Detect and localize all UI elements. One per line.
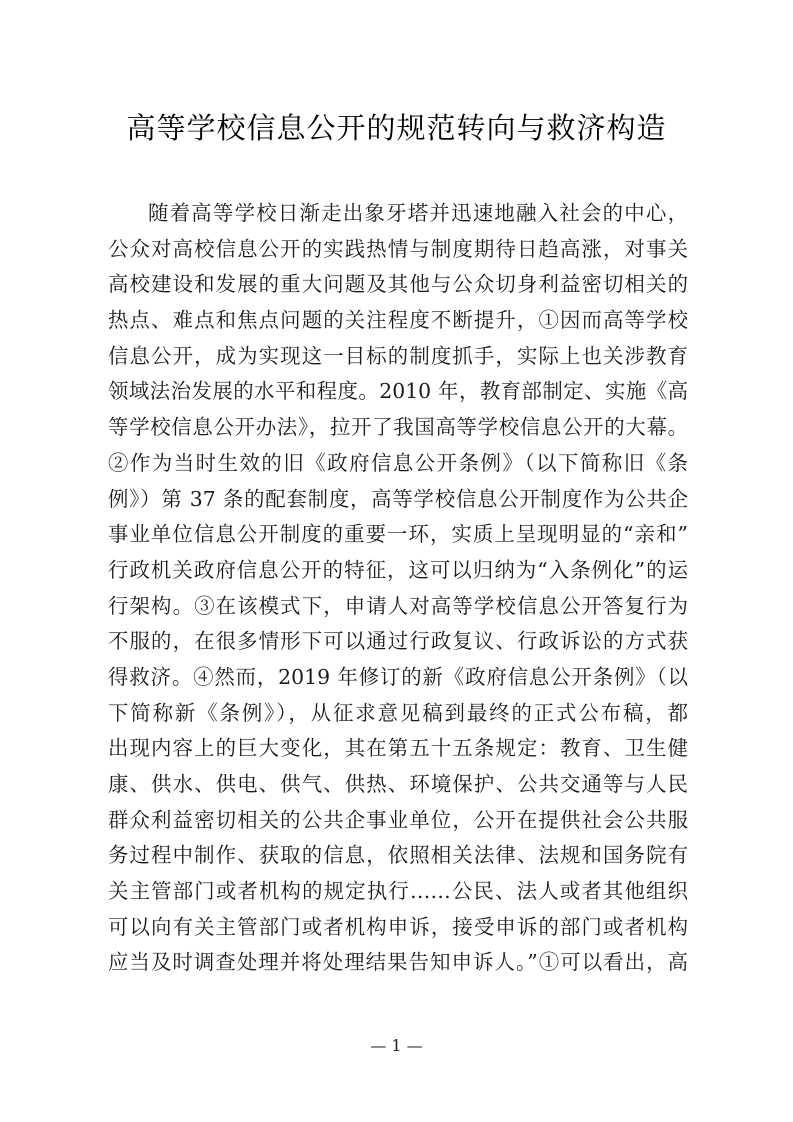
page-number: — 1 —	[370, 1036, 423, 1055]
paragraph-line: 不服的，在很多情形下可以通过行政复议、行政诉讼的方式获	[108, 629, 688, 654]
paragraph-line: 康、供水、供电、供气、供热、环境保护、公共交通等与人民	[108, 772, 688, 796]
paragraph-line: 随着高等学校日渐走出象牙塔并迅速地融入社会的中心，	[148, 201, 688, 225]
paragraph-line: 应当及时调查处理并将处理结果告知申诉人。”①可以看出，高	[108, 950, 688, 975]
document-title: 高等学校信息公开的规范转向与救济构造	[126, 111, 667, 145]
paragraph-line: ②作为当时生效的旧《政府信息公开条例》（以下简称旧《条	[108, 450, 688, 475]
paragraph-line: 领域法治发展的水平和程度。2010 年，教育部制定、实施《高	[108, 379, 688, 404]
paragraph-line: 行架构。③在该模式下，申请人对高等学校信息公开答复行为	[108, 593, 688, 618]
paragraph-line: 事业单位信息公开制度的重要一环，实质上呈现明显的“亲和”	[108, 522, 688, 547]
paragraph-line: 关主管部门或者机构的规定执行……公民、法人或者其他组织	[108, 879, 688, 904]
paragraph-line: 热点、难点和焦点问题的关注程度不断提升，①因而高等学校	[108, 308, 688, 333]
body-paragraph	[108, 196, 688, 981]
paragraph-line: 得救济。④然而，2019 年修订的新《政府信息公开条例》（以	[108, 664, 688, 689]
paragraph-line: 下简称新《条例》），从征求意见稿到最终的正式公布稿，都	[108, 700, 688, 725]
paragraph-line: 等学校信息公开办法》，拉开了我国高等学校信息公开的大幕。	[108, 415, 688, 440]
paragraph-line: 行政机关政府信息公开的特征，这可以归纳为“入条例化”的运	[108, 557, 688, 582]
paragraph-line: 例》）第 37 条的配套制度，高等学校信息公开制度作为公共企	[108, 486, 688, 511]
paragraph-line: 公众对高校信息公开的实践热情与制度期待日趋高涨，对事关	[108, 236, 688, 261]
paragraph-line: 务过程中制作、获取的信息，依照相关法律、法规和国务院有	[108, 843, 688, 868]
paragraph-line: 可以向有关主管部门或者机构申诉，接受申诉的部门或者机构	[108, 914, 688, 939]
paragraph-line: 出现内容上的巨大变化，其在第五十五条规定：教育、卫生健	[108, 736, 688, 761]
paragraph-line: 群众利益密切相关的公共企事业单位，公开在提供社会公共服	[108, 807, 688, 832]
paragraph-line: 高校建设和发展的重大问题及其他与公众切身利益密切相关的	[108, 272, 688, 297]
paragraph-line: 信息公开，成为实现这一目标的制度抓手，实际上也关涉教育	[108, 343, 688, 368]
